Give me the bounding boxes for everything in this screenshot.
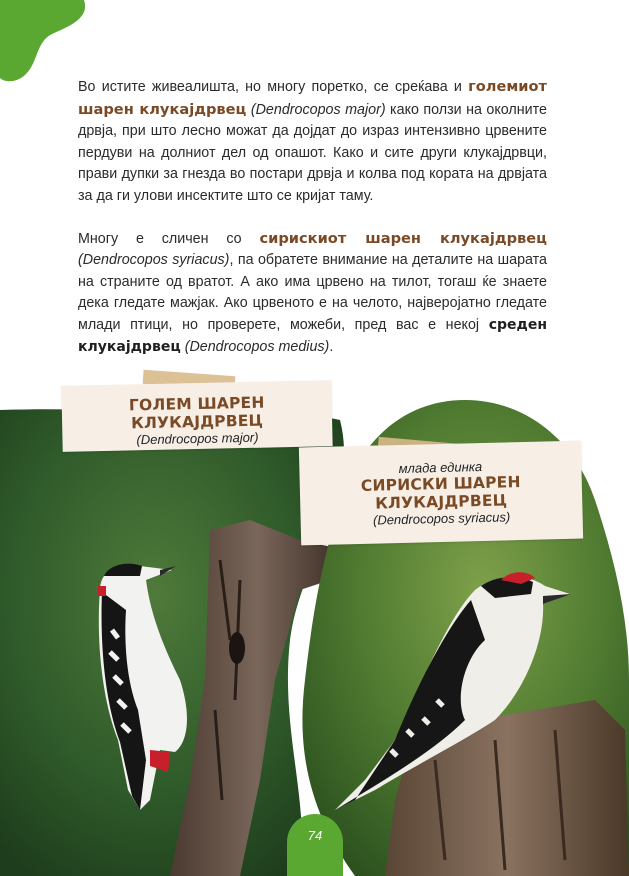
page-number: 74 <box>287 814 343 876</box>
label-latin-name: (Dendrocopos syriacus) <box>372 509 511 528</box>
decorative-blob <box>0 0 90 85</box>
label-syrian-woodpecker <box>299 441 583 546</box>
label-species-name: ГОЛЕМ ШАРЕН КЛУКАЈДРВЕЦ <box>128 393 265 433</box>
label-great-spotted-woodpecker <box>61 380 332 452</box>
scientific-name: (Dendrocopos syriacus) <box>78 252 230 269</box>
scientific-name: (Dendrocopos major) <box>250 101 386 118</box>
scientific-name: (Dendrocopos medius) <box>184 338 330 355</box>
label-note: млада единка <box>398 458 483 477</box>
label-latin-name: (Dendrocopos major) <box>136 429 259 448</box>
species-highlight: големиот шарен клукајдрвец <box>78 78 547 118</box>
paragraph-1: Во истите живеалишта, но многу поретко, се среќава и големиот шарен клукајдрвец (Dendrocopos major) како ползи на околните дрвја, при што лесно можат да дојдат до израз интензивно црвените пердуви на долниот дел од опашот. Како и сите други клукајдрвци, прави дупки за гнезда во постари дрвја и колва под кората на дрвјата за да ги улови инсектите што се кријат таму. <box>78 78 547 204</box>
article-body <box>78 76 547 378</box>
species-highlight: сирискиот шарен клукајдрвец <box>259 229 547 247</box>
species-highlight-dark: среден клукајдрвец <box>78 316 547 355</box>
label-species-name: СИРИСКИ ШАРЕН КЛУКАЈДРВЕЦ <box>360 473 521 513</box>
paragraph-2: Многу е сличен со сирискиот шарен клукајдрвец (Dendrocopos syriacus), па обратете внимание на деталите на шарата на страните од вратот. А ако има црвено на тилот, тогаш ќе знаете дека гледате мажјак. Ако црвеното е на челото, најверојатно гледате млади птици, но проверете, можеби, пред вас е некој среден клукајдрвец (Dendrocopos medius). <box>78 229 547 355</box>
